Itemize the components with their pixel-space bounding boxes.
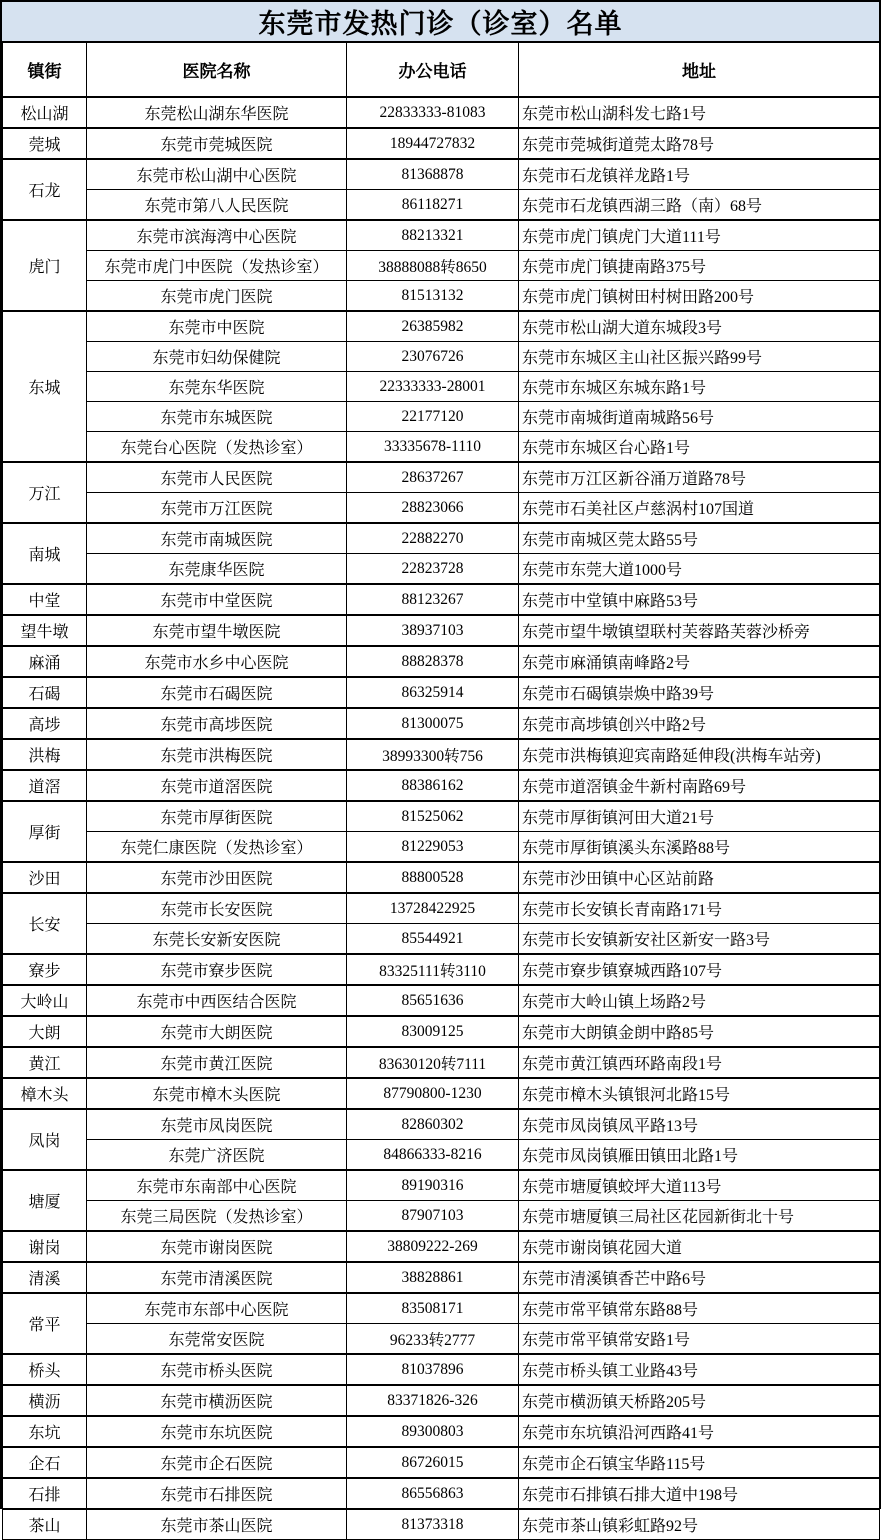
hospital-name-cell: 东莞市沙田医院 xyxy=(87,862,347,893)
phone-cell: 28637267 xyxy=(347,462,519,493)
address-cell: 东莞市东城区台心路1号 xyxy=(519,432,880,463)
town-cell: 南城 xyxy=(3,523,87,584)
table-row xyxy=(3,1016,880,1047)
address-cell: 东莞市石排镇石排大道中198号 xyxy=(519,1478,880,1509)
address-cell: 东莞市塘厦镇三局社区花园新街北十号 xyxy=(519,1201,880,1232)
phone-cell: 81037896 xyxy=(347,1354,519,1385)
phone-cell: 89300803 xyxy=(347,1416,519,1447)
address-cell: 东莞市常平镇常东路88号 xyxy=(519,1293,880,1324)
address-cell: 东莞市洪梅镇迎宾南路延伸段(洪梅车站旁) xyxy=(519,739,880,770)
hospital-name-cell: 东莞市第八人民医院 xyxy=(87,190,347,221)
hospital-name-cell: 东莞市滨海湾中心医院 xyxy=(87,220,347,251)
table-row xyxy=(3,832,880,863)
hospital-name-cell: 东莞市洪梅医院 xyxy=(87,739,347,770)
table-row xyxy=(3,739,880,770)
phone-cell: 83325111转3110 xyxy=(347,954,519,985)
phone-cell: 88213321 xyxy=(347,220,519,251)
phone-cell: 38809222-269 xyxy=(347,1231,519,1262)
town-cell: 道滘 xyxy=(3,770,87,801)
page-title: 东莞市发热门诊（诊室）名单 xyxy=(258,9,623,39)
town-cell: 望牛墩 xyxy=(3,615,87,646)
hospital-name-cell: 东莞市望牛墩医院 xyxy=(87,615,347,646)
town-cell: 樟木头 xyxy=(3,1078,87,1109)
table-row xyxy=(3,770,880,801)
table-row xyxy=(3,677,880,708)
address-cell: 东莞市松山湖大道东城段3号 xyxy=(519,311,880,342)
table-row xyxy=(3,1354,880,1385)
phone-cell: 83508171 xyxy=(347,1293,519,1324)
phone-cell: 83630120转7111 xyxy=(347,1047,519,1078)
address-cell: 东莞市东城区主山社区振兴路99号 xyxy=(519,342,880,372)
table-row xyxy=(3,1140,880,1171)
phone-cell: 81373318 xyxy=(347,1509,519,1540)
table-row xyxy=(3,1262,880,1293)
table-body xyxy=(3,97,880,1540)
hospital-name-cell: 东莞松山湖东华医院 xyxy=(87,97,347,128)
phone-cell: 23076726 xyxy=(347,342,519,372)
town-cell: 清溪 xyxy=(3,1262,87,1293)
hospital-name-cell: 东莞市石碣医院 xyxy=(87,677,347,708)
hospital-name-cell: 东莞常安医院 xyxy=(87,1324,347,1355)
phone-cell: 89190316 xyxy=(347,1170,519,1201)
hospital-name-cell: 东莞广济医院 xyxy=(87,1140,347,1171)
table-row xyxy=(3,1478,880,1509)
table-row xyxy=(3,1047,880,1078)
table-row xyxy=(3,128,880,159)
table-row xyxy=(3,251,880,281)
phone-cell: 13728422925 xyxy=(347,893,519,924)
header-address: 地址 xyxy=(519,43,880,97)
phone-cell: 88123267 xyxy=(347,584,519,615)
town-cell: 石排 xyxy=(3,1478,87,1509)
table-row xyxy=(3,708,880,739)
address-cell: 东莞市桥头镇工业路43号 xyxy=(519,1354,880,1385)
phone-cell: 22333333-28001 xyxy=(347,372,519,402)
phone-cell: 87907103 xyxy=(347,1201,519,1232)
address-cell: 东莞市企石镇宝华路115号 xyxy=(519,1447,880,1478)
town-cell: 莞城 xyxy=(3,128,87,159)
phone-cell: 22177120 xyxy=(347,402,519,432)
phone-cell: 33335678-1110 xyxy=(347,432,519,463)
table-row xyxy=(3,432,880,463)
title-bar xyxy=(2,2,879,43)
table-row xyxy=(3,862,880,893)
address-cell: 东莞市寮步镇寮城西路107号 xyxy=(519,954,880,985)
table-row xyxy=(3,615,880,646)
hospital-name-cell: 东莞市松山湖中心医院 xyxy=(87,159,347,190)
town-cell: 塘厦 xyxy=(3,1170,87,1231)
address-cell: 东莞市樟木头镇银河北路15号 xyxy=(519,1078,880,1109)
town-cell: 企石 xyxy=(3,1447,87,1478)
phone-cell: 85651636 xyxy=(347,985,519,1016)
phone-cell: 83371826-326 xyxy=(347,1385,519,1416)
table-row xyxy=(3,801,880,832)
hospital-name-cell: 东莞市东坑医院 xyxy=(87,1416,347,1447)
table-row xyxy=(3,402,880,432)
phone-cell: 28823066 xyxy=(347,493,519,524)
table-row xyxy=(3,372,880,402)
phone-cell: 38888088转8650 xyxy=(347,251,519,281)
hospital-name-cell: 东莞市高埗医院 xyxy=(87,708,347,739)
hospital-name-cell: 东莞市谢岗医院 xyxy=(87,1231,347,1262)
hospital-name-cell: 东莞康华医院 xyxy=(87,554,347,585)
table-row xyxy=(3,1078,880,1109)
phone-cell: 82860302 xyxy=(347,1109,519,1140)
phone-cell: 38828861 xyxy=(347,1262,519,1293)
address-cell: 东莞市长安镇长青南路171号 xyxy=(519,893,880,924)
table-row xyxy=(3,1416,880,1447)
phone-cell: 88386162 xyxy=(347,770,519,801)
table-row xyxy=(3,1385,880,1416)
hospital-name-cell: 东莞台心医院（发热诊室） xyxy=(87,432,347,463)
address-cell: 东莞市凤岗镇凤平路13号 xyxy=(519,1109,880,1140)
hospital-name-cell: 东莞市莞城医院 xyxy=(87,128,347,159)
town-cell: 大岭山 xyxy=(3,985,87,1016)
hospital-name-cell: 东莞市妇幼保健院 xyxy=(87,342,347,372)
table-row xyxy=(3,1324,880,1355)
phone-cell: 22823728 xyxy=(347,554,519,585)
address-cell: 东莞市高埗镇创兴中路2号 xyxy=(519,708,880,739)
fever-clinic-table xyxy=(2,43,880,1540)
table-row xyxy=(3,342,880,372)
hospital-name-cell: 东莞市中医院 xyxy=(87,311,347,342)
hospital-name-cell: 东莞市东南部中心医院 xyxy=(87,1170,347,1201)
address-cell: 东莞市横沥镇天桥路205号 xyxy=(519,1385,880,1416)
phone-cell: 22833333-81083 xyxy=(347,97,519,128)
table-row xyxy=(3,646,880,677)
town-cell: 虎门 xyxy=(3,220,87,311)
table-row xyxy=(3,1201,880,1232)
phone-cell: 38937103 xyxy=(347,615,519,646)
header-town: 镇街 xyxy=(3,43,87,97)
hospital-name-cell: 东莞市横沥医院 xyxy=(87,1385,347,1416)
hospital-name-cell: 东莞市大朗医院 xyxy=(87,1016,347,1047)
phone-cell: 86325914 xyxy=(347,677,519,708)
phone-cell: 18944727832 xyxy=(347,128,519,159)
hospital-name-cell: 东莞市厚街医院 xyxy=(87,801,347,832)
address-cell: 东莞市东坑镇沿河西路41号 xyxy=(519,1416,880,1447)
address-cell: 东莞市中堂镇中麻路53号 xyxy=(519,584,880,615)
phone-cell: 88828378 xyxy=(347,646,519,677)
table-row xyxy=(3,1293,880,1324)
phone-cell: 81229053 xyxy=(347,832,519,863)
hospital-name-cell: 东莞东华医院 xyxy=(87,372,347,402)
address-cell: 东莞市莞城街道莞太路78号 xyxy=(519,128,880,159)
table-row xyxy=(3,190,880,221)
address-cell: 东莞市万江区新谷涌万道路78号 xyxy=(519,462,880,493)
hospital-name-cell: 东莞市黄江医院 xyxy=(87,1047,347,1078)
address-cell: 东莞市长安镇新安社区新安一路3号 xyxy=(519,924,880,955)
table-row xyxy=(3,493,880,524)
table-row xyxy=(3,924,880,955)
table-row xyxy=(3,311,880,342)
table-row xyxy=(3,1509,880,1540)
town-cell: 沙田 xyxy=(3,862,87,893)
phone-cell: 86726015 xyxy=(347,1447,519,1478)
town-cell: 东城 xyxy=(3,311,87,462)
address-cell: 东莞市石美社区卢慈涡村107国道 xyxy=(519,493,880,524)
address-cell: 东莞市黄江镇西环路南段1号 xyxy=(519,1047,880,1078)
hospital-name-cell: 东莞市长安医院 xyxy=(87,893,347,924)
town-cell: 东坑 xyxy=(3,1416,87,1447)
table-row xyxy=(3,1231,880,1262)
hospital-name-cell: 东莞市人民医院 xyxy=(87,462,347,493)
table-row xyxy=(3,1170,880,1201)
hospital-name-cell: 东莞市虎门医院 xyxy=(87,281,347,312)
hospital-name-cell: 东莞仁康医院（发热诊室） xyxy=(87,832,347,863)
hospital-name-cell: 东莞市水乡中心医院 xyxy=(87,646,347,677)
town-cell: 桥头 xyxy=(3,1354,87,1385)
hospital-name-cell: 东莞市万江医院 xyxy=(87,493,347,524)
table-header xyxy=(3,43,880,97)
hospital-name-cell: 东莞长安新安医院 xyxy=(87,924,347,955)
hospital-name-cell: 东莞市桥头医院 xyxy=(87,1354,347,1385)
table-row xyxy=(3,893,880,924)
header-phone: 办公电话 xyxy=(347,43,519,97)
address-cell: 东莞市大朗镇金朗中路85号 xyxy=(519,1016,880,1047)
address-cell: 东莞市石龙镇西湖三路（南）68号 xyxy=(519,190,880,221)
table-row xyxy=(3,1447,880,1478)
town-cell: 谢岗 xyxy=(3,1231,87,1262)
address-cell: 东莞市厚街镇河田大道21号 xyxy=(519,801,880,832)
town-cell: 中堂 xyxy=(3,584,87,615)
town-cell: 大朗 xyxy=(3,1016,87,1047)
address-cell: 东莞市东城区东城东路1号 xyxy=(519,372,880,402)
phone-cell: 81368878 xyxy=(347,159,519,190)
phone-cell: 84866333-8216 xyxy=(347,1140,519,1171)
town-cell: 寮步 xyxy=(3,954,87,985)
table-row xyxy=(3,523,880,554)
phone-cell: 86556863 xyxy=(347,1478,519,1509)
hospital-name-cell: 东莞市清溪医院 xyxy=(87,1262,347,1293)
phone-cell: 81525062 xyxy=(347,801,519,832)
table-row xyxy=(3,220,880,251)
address-cell: 东莞市大岭山镇上场路2号 xyxy=(519,985,880,1016)
header-hospital: 医院名称 xyxy=(87,43,347,97)
phone-cell: 86118271 xyxy=(347,190,519,221)
phone-cell: 96233转2777 xyxy=(347,1324,519,1355)
table-row xyxy=(3,584,880,615)
town-cell: 横沥 xyxy=(3,1385,87,1416)
town-cell: 洪梅 xyxy=(3,739,87,770)
address-cell: 东莞市石碣镇崇焕中路39号 xyxy=(519,677,880,708)
hospital-name-cell: 东莞市石排医院 xyxy=(87,1478,347,1509)
hospital-name-cell: 东莞市南城医院 xyxy=(87,523,347,554)
hospital-name-cell: 东莞市樟木头医院 xyxy=(87,1078,347,1109)
phone-cell: 85544921 xyxy=(347,924,519,955)
table-row xyxy=(3,985,880,1016)
hospital-name-cell: 东莞市东部中心医院 xyxy=(87,1293,347,1324)
phone-cell: 87790800-1230 xyxy=(347,1078,519,1109)
town-cell: 长安 xyxy=(3,893,87,954)
hospital-name-cell: 东莞市中堂医院 xyxy=(87,584,347,615)
town-cell: 石碣 xyxy=(3,677,87,708)
hospital-name-cell: 东莞市企石医院 xyxy=(87,1447,347,1478)
address-cell: 东莞市石龙镇祥龙路1号 xyxy=(519,159,880,190)
address-cell: 东莞市茶山镇彩虹路92号 xyxy=(519,1509,880,1540)
address-cell: 东莞市虎门镇树田村树田路200号 xyxy=(519,281,880,312)
address-cell: 东莞市望牛墩镇望联村芙蓉路芙蓉沙桥旁 xyxy=(519,615,880,646)
town-cell: 万江 xyxy=(3,462,87,523)
hospital-name-cell: 东莞市虎门中医院（发热诊室） xyxy=(87,251,347,281)
address-cell: 东莞市南城街道南城路56号 xyxy=(519,402,880,432)
address-cell: 东莞市松山湖科发七路1号 xyxy=(519,97,880,128)
table-row xyxy=(3,554,880,585)
hospital-name-cell: 东莞市中西医结合医院 xyxy=(87,985,347,1016)
address-cell: 东莞市东莞大道1000号 xyxy=(519,554,880,585)
address-cell: 东莞市凤岗镇雁田镇田北路1号 xyxy=(519,1140,880,1171)
hospital-name-cell: 东莞市道滘医院 xyxy=(87,770,347,801)
address-cell: 东莞市塘厦镇蛟坪大道113号 xyxy=(519,1170,880,1201)
hospital-name-cell: 东莞市凤岗医院 xyxy=(87,1109,347,1140)
table-row xyxy=(3,281,880,312)
address-cell: 东莞市清溪镇香芒中路6号 xyxy=(519,1262,880,1293)
phone-cell: 83009125 xyxy=(347,1016,519,1047)
table-row xyxy=(3,97,880,128)
town-cell: 高埗 xyxy=(3,708,87,739)
address-cell: 东莞市谢岗镇花园大道 xyxy=(519,1231,880,1262)
town-cell: 茶山 xyxy=(3,1509,87,1540)
phone-cell: 26385982 xyxy=(347,311,519,342)
hospital-name-cell: 东莞市茶山医院 xyxy=(87,1509,347,1540)
town-cell: 常平 xyxy=(3,1293,87,1354)
town-cell: 厚街 xyxy=(3,801,87,862)
address-cell: 东莞市麻涌镇南峰路2号 xyxy=(519,646,880,677)
town-cell: 凤岗 xyxy=(3,1109,87,1170)
phone-cell: 88800528 xyxy=(347,862,519,893)
address-cell: 东莞市道滘镇金牛新村南路69号 xyxy=(519,770,880,801)
town-cell: 黄江 xyxy=(3,1047,87,1078)
header-row xyxy=(3,43,880,97)
table-row xyxy=(3,954,880,985)
address-cell: 东莞市南城区莞太路55号 xyxy=(519,523,880,554)
address-cell: 东莞市虎门镇捷南路375号 xyxy=(519,251,880,281)
phone-cell: 81513132 xyxy=(347,281,519,312)
address-cell: 东莞市沙田镇中心区站前路 xyxy=(519,862,880,893)
phone-cell: 81300075 xyxy=(347,708,519,739)
hospital-name-cell: 东莞三局医院（发热诊室） xyxy=(87,1201,347,1232)
table-row xyxy=(3,159,880,190)
phone-cell: 38993300转756 xyxy=(347,739,519,770)
hospital-name-cell: 东莞市寮步医院 xyxy=(87,954,347,985)
table-row xyxy=(3,462,880,493)
town-cell: 松山湖 xyxy=(3,97,87,128)
address-cell: 东莞市厚街镇溪头东溪路88号 xyxy=(519,832,880,863)
town-cell: 麻涌 xyxy=(3,646,87,677)
address-cell: 东莞市常平镇常安路1号 xyxy=(519,1324,880,1355)
table-row xyxy=(3,1109,880,1140)
phone-cell: 22882270 xyxy=(347,523,519,554)
town-cell: 石龙 xyxy=(3,159,87,220)
address-cell: 东莞市虎门镇虎门大道111号 xyxy=(519,220,880,251)
hospital-name-cell: 东莞市东城医院 xyxy=(87,402,347,432)
